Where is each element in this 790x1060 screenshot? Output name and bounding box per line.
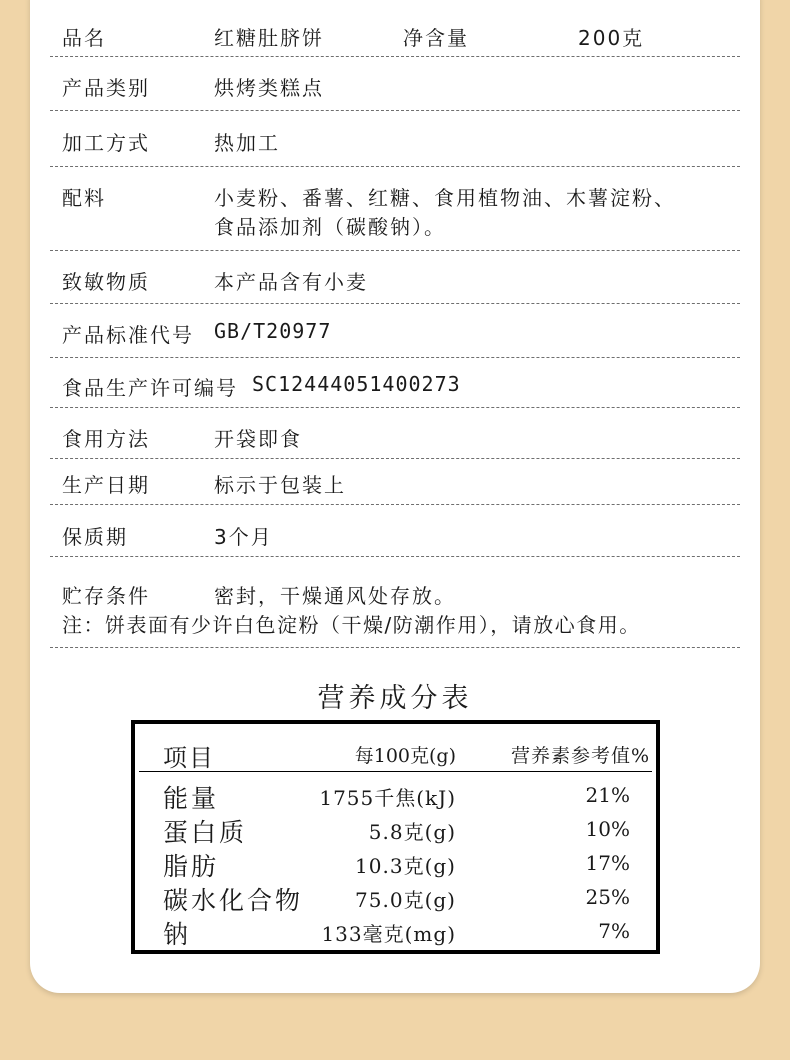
info-row-shelf-life	[50, 505, 740, 557]
shelf-life-value: 3个月	[214, 525, 273, 549]
standard-label: 产品标准代号	[62, 323, 194, 347]
production-date-label: 生产日期	[62, 473, 150, 497]
ingredients-line-2: 食品添加剂（碳酸钠）。	[214, 215, 446, 239]
nutrition-row-sodium	[139, 915, 652, 949]
info-row-allergen	[50, 251, 740, 304]
nutrient-name: 钠	[163, 920, 192, 949]
nutrition-header-row	[139, 724, 652, 772]
ingredients-line-1: 小麦粉、番薯、红糖、食用植物油、木薯淀粉、	[214, 186, 676, 210]
info-row-usage	[50, 408, 740, 459]
header-nrv: 营养素参考值%	[510, 745, 650, 767]
nutrient-name: 脂肪	[163, 852, 220, 881]
storage-label: 贮存条件	[62, 584, 150, 608]
nutrient-name: 能量	[163, 784, 220, 813]
info-row-ingredients	[50, 167, 740, 251]
nutrient-nrv: 7%	[598, 919, 630, 943]
storage-note: 注：饼表面有少许白色淀粉（干燥/防潮作用），请放心食用。	[62, 613, 641, 637]
info-row-product-name	[50, 0, 740, 57]
nutrition-title: 营养成分表	[317, 683, 473, 714]
storage-value: 密封，干燥通风处存放。	[214, 584, 456, 608]
nutrition-row-protein	[139, 813, 652, 847]
processing-value: 热加工	[214, 131, 280, 155]
nutrient-value: 10.3克(g)	[355, 854, 456, 878]
nutrient-value: 5.8克(g)	[368, 820, 456, 844]
usage-value: 开袋即食	[214, 427, 302, 451]
info-row-production-date	[50, 459, 740, 505]
usage-label: 食用方法	[62, 427, 150, 451]
nutrient-value: 75.0克(g)	[355, 888, 456, 912]
info-row-processing	[50, 111, 740, 167]
nutrient-value: 1755千焦(kJ)	[319, 786, 456, 810]
nutrition-table	[131, 720, 660, 954]
category-value: 烘烤类糕点	[214, 76, 324, 100]
header-item: 项目	[163, 744, 215, 772]
info-row-license	[50, 358, 740, 408]
info-row-standard	[50, 304, 740, 358]
info-row-category	[50, 57, 740, 111]
product-info-table	[50, 0, 740, 648]
nutrient-value: 133毫克(mg)	[321, 922, 456, 946]
nutrition-row-carbohydrate	[139, 881, 652, 915]
license-value: SC12444051400273	[252, 372, 461, 396]
net-weight-value: 200克	[578, 26, 645, 50]
nutrient-name: 蛋白质	[163, 818, 248, 847]
nutrient-name: 碳水化合物	[163, 886, 304, 915]
license-label: 食品生产许可编号	[62, 376, 238, 400]
allergen-label: 致敏物质	[62, 270, 150, 294]
nutrient-nrv: 21%	[585, 783, 630, 807]
ingredients-label: 配料	[62, 186, 106, 210]
nutrient-nrv: 25%	[585, 885, 630, 909]
production-date-value: 标示于包装上	[214, 473, 346, 497]
category-label: 产品类别	[62, 76, 150, 100]
nutrient-nrv: 10%	[585, 817, 630, 841]
processing-label: 加工方式	[62, 131, 150, 155]
nutrient-nrv: 17%	[585, 851, 630, 875]
product-name-label: 品名	[62, 26, 106, 50]
net-weight-label: 净含量	[403, 26, 469, 50]
nutrition-row-fat	[139, 847, 652, 881]
shelf-life-label: 保质期	[62, 525, 128, 549]
nutrition-row-energy	[139, 779, 652, 813]
product-name-value: 红糖肚脐饼	[214, 26, 324, 50]
info-row-storage	[50, 557, 740, 648]
standard-value: GB/T20977	[214, 319, 332, 343]
header-per100: 每100克(g)	[354, 745, 456, 767]
allergen-value: 本产品含有小麦	[214, 270, 368, 294]
